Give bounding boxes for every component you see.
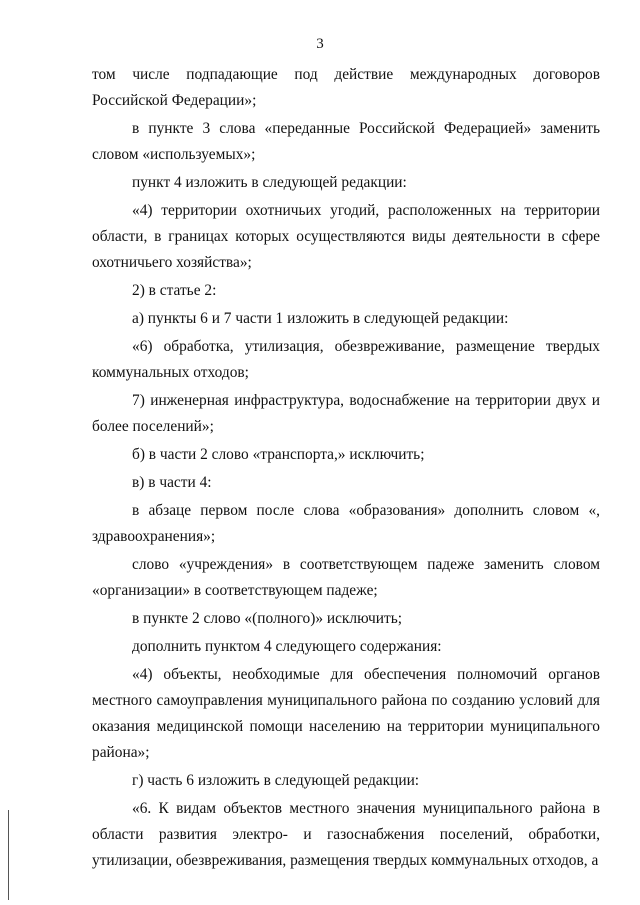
paragraph: в абзаце первом после слова «образования» дополнить словом «, здравоохранения»; [92,502,600,545]
paragraph: «6) обработка, утилизация, обезвреживание, размещение твердых коммунальных отходов; [92,338,600,381]
paragraph: «4) объекты, необходимые для обеспечения полномочий органов местного самоуправления муниципального района по созданию условий для оказания медицинской помощи населению на территории муниципального района»; [92,666,600,761]
paragraph: том числе подпадающие под действие международных договоров Российской Федерации»; [92,66,600,109]
paragraph: в) в части 4: [132,474,212,491]
paragraph: дополнить пунктом 4 следующего содержания: [132,638,442,655]
document-body [92,62,600,874]
paragraph: «6. К видам объектов местного значения муниципального района в области развития электро- и газоснабжения поселений, обработки, утилизации, обезвреживания, размещения твердых коммунальных отходов, а [92,800,600,869]
paragraph: 7) инженерная инфраструктура, водоснабжение на территории двух и более поселений»; [92,392,600,435]
paragraph: 2) в статье 2: [132,282,217,299]
paragraph: в пункте 3 слова «переданные Российской Федерацией» заменить словом «используемых»; [92,120,600,163]
paragraph: б) в части 2 слово «транспорта,» исключить; [132,446,425,463]
paragraph: слово «учреждения» в соответствующем падеже заменить словом «организации» в соответствующем падеже; [92,556,600,599]
paragraph: «4) территории охотничьих угодий, расположенных на территории области, в границах которых осуществляются виды деятельности в сфере охотничьего хозяйства»; [92,202,600,271]
page-number: 3 [316,36,324,52]
paragraph: а) пункты 6 и 7 части 1 изложить в следующей редакции: [132,310,509,327]
paragraph: в пункте 2 слово «(полного)» исключить; [132,610,403,627]
paragraph: пункт 4 изложить в следующей редакции: [132,174,407,191]
scan-margin-line [8,810,9,900]
paragraph: г) часть 6 изложить в следующей редакции: [132,772,420,789]
